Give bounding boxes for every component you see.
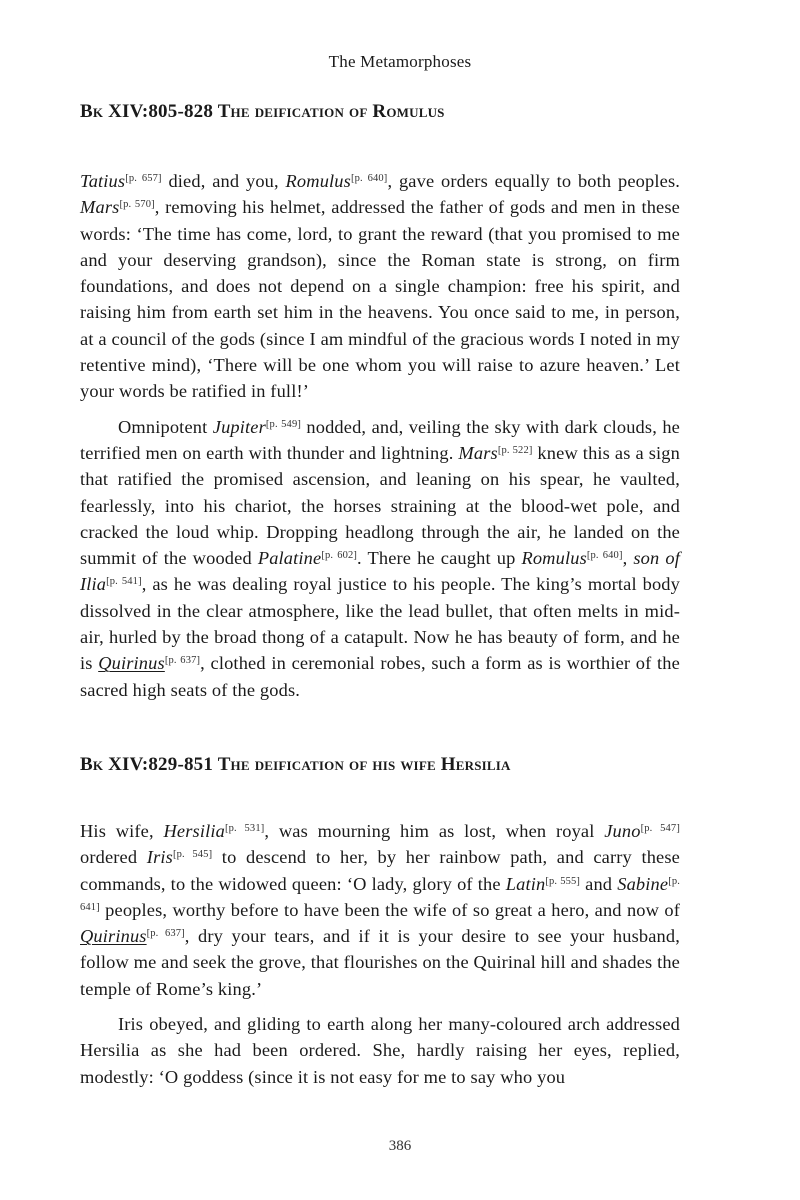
paragraph bbox=[80, 818, 680, 1002]
text-run: , as he was dealing royal justice to his people. The king’s mortal body dissolved in the clear atmosphere, like the lead bullet, that often melts in mid-air, hurled by the broad thong of a catapult. Now he has beauty of form, and he is bbox=[80, 574, 680, 674]
page-reference: [p. 531] bbox=[224, 823, 265, 834]
text-run: . There he caught up bbox=[357, 548, 522, 569]
glossary-name-link: Jupiter bbox=[212, 416, 266, 437]
text-run: , gave orders equally to both peoples. bbox=[387, 171, 680, 191]
running-title: The Metamorphoses bbox=[328, 52, 472, 71]
page-reference: [p. 522] bbox=[497, 444, 533, 456]
section-heading: Bk XIV:805-828 The deification of Romulus bbox=[80, 101, 445, 122]
text-run: , removing his helmet, addressed the father of gods and men in these words: ‘The time has come, lord, to grant the reward (that you promised to me and your deserving grandson), since the Roman state is strong, on firm foundations, and does not depend on a single champion: free his spirit, and raising him from earth set him in the heavens. You once said to me, in person, at a council of the gods (since I am mindful of the gracious words I noted in my retentive mind), ‘There will be one whom you will raise to azure heaven.’ Let your words be ratified in full!’ bbox=[80, 197, 680, 402]
text-run: and bbox=[580, 873, 618, 894]
glossary-name-link: Sabine bbox=[617, 873, 669, 894]
glossary-name-link: Mars bbox=[458, 442, 498, 463]
text-run: nodded, and, veiling the sky with dark clouds, he terrified men on earth with thunder and lightning. bbox=[80, 416, 680, 463]
page-reference: [p. 640] bbox=[350, 173, 388, 184]
page-reference: [p. 602] bbox=[321, 550, 358, 562]
glossary-name-link: son of Ilia bbox=[80, 548, 680, 595]
page-reference: [p. 637] bbox=[146, 928, 185, 940]
glossary-name-link: Iris bbox=[146, 847, 173, 868]
glossary-name-link: Latin bbox=[505, 873, 546, 894]
glossary-name-link: Mars bbox=[80, 197, 120, 218]
glossary-name-link: Juno bbox=[604, 821, 641, 841]
page-reference: [p. 549] bbox=[265, 418, 301, 430]
section-heading: Bk XIV:829-851 The deification of his wife Hersilia bbox=[80, 754, 511, 775]
glossary-name-link: Romulus bbox=[521, 548, 587, 569]
glossary-name-link: Tatius bbox=[80, 171, 126, 191]
paragraph bbox=[80, 168, 680, 405]
page-reference: [p. 555] bbox=[545, 875, 581, 887]
glossary-name-link: Romulus bbox=[285, 171, 351, 191]
paragraph bbox=[80, 414, 680, 703]
text-run: Iris obeyed, and gliding to earth along her many-coloured arch addressed Hersilia as she had been ordered. She, hardly raising her eyes, replied, modestly: ‘O goddess (since it is not easy for me to say who you bbox=[80, 1014, 680, 1087]
glossary-name-link: Palatine bbox=[257, 548, 322, 569]
text-run: , bbox=[622, 548, 634, 569]
page-reference: [p. 570] bbox=[119, 199, 155, 211]
page-reference: [p. 641] bbox=[80, 875, 681, 913]
text-run: , clothed in ceremonial robes, such a form as is worthier of the sacred high seats of the gods. bbox=[80, 653, 680, 700]
page-number: 386 bbox=[388, 1138, 412, 1154]
page-reference: [p. 657] bbox=[125, 173, 162, 184]
paragraph bbox=[80, 1011, 680, 1090]
page-reference: [p. 547] bbox=[640, 823, 680, 834]
text-run: peoples, worthy before to have been the wife of so great a hero, and now of bbox=[99, 899, 680, 920]
page-reference: [p. 541] bbox=[106, 576, 142, 588]
text-run: ordered bbox=[80, 847, 147, 868]
text-run: died, and you, bbox=[161, 171, 286, 191]
glossary-name-link: Hersilia bbox=[163, 821, 225, 841]
text-run: , dry your tears, and if it is your desire to see your husband, follow me and seek the grove, that flourishes on the Quirinal hill and shades the temple of Rome’s king.’ bbox=[80, 926, 680, 999]
text-run: Omnipotent bbox=[118, 416, 213, 437]
text-run: to descend to her, by her rainbow path, and carry these commands, to the widowed queen: ‘O lady, glory of the bbox=[80, 847, 680, 894]
section-body bbox=[80, 168, 680, 712]
text-run: His wife, bbox=[80, 821, 164, 841]
text-run: knew this as a sign that ratified the promised ascension, and leaning on his spear, he vaulted, fearlessly, into his chariot, the horses straining at the blood-wet pole, and cracked the loud whip. Dropping headlong through the air, he landed on the summit of the wooded bbox=[80, 442, 680, 569]
glossary-name-link[interactable]: Quirinus bbox=[80, 926, 147, 947]
text-run: , was mourning him as lost, when royal bbox=[264, 821, 605, 841]
page-reference: [p. 640] bbox=[586, 550, 623, 562]
glossary-name-link[interactable]: Quirinus bbox=[98, 653, 165, 674]
page-reference: [p. 545] bbox=[172, 849, 213, 861]
page-reference: [p. 637] bbox=[164, 655, 201, 667]
section-body bbox=[80, 818, 680, 1099]
